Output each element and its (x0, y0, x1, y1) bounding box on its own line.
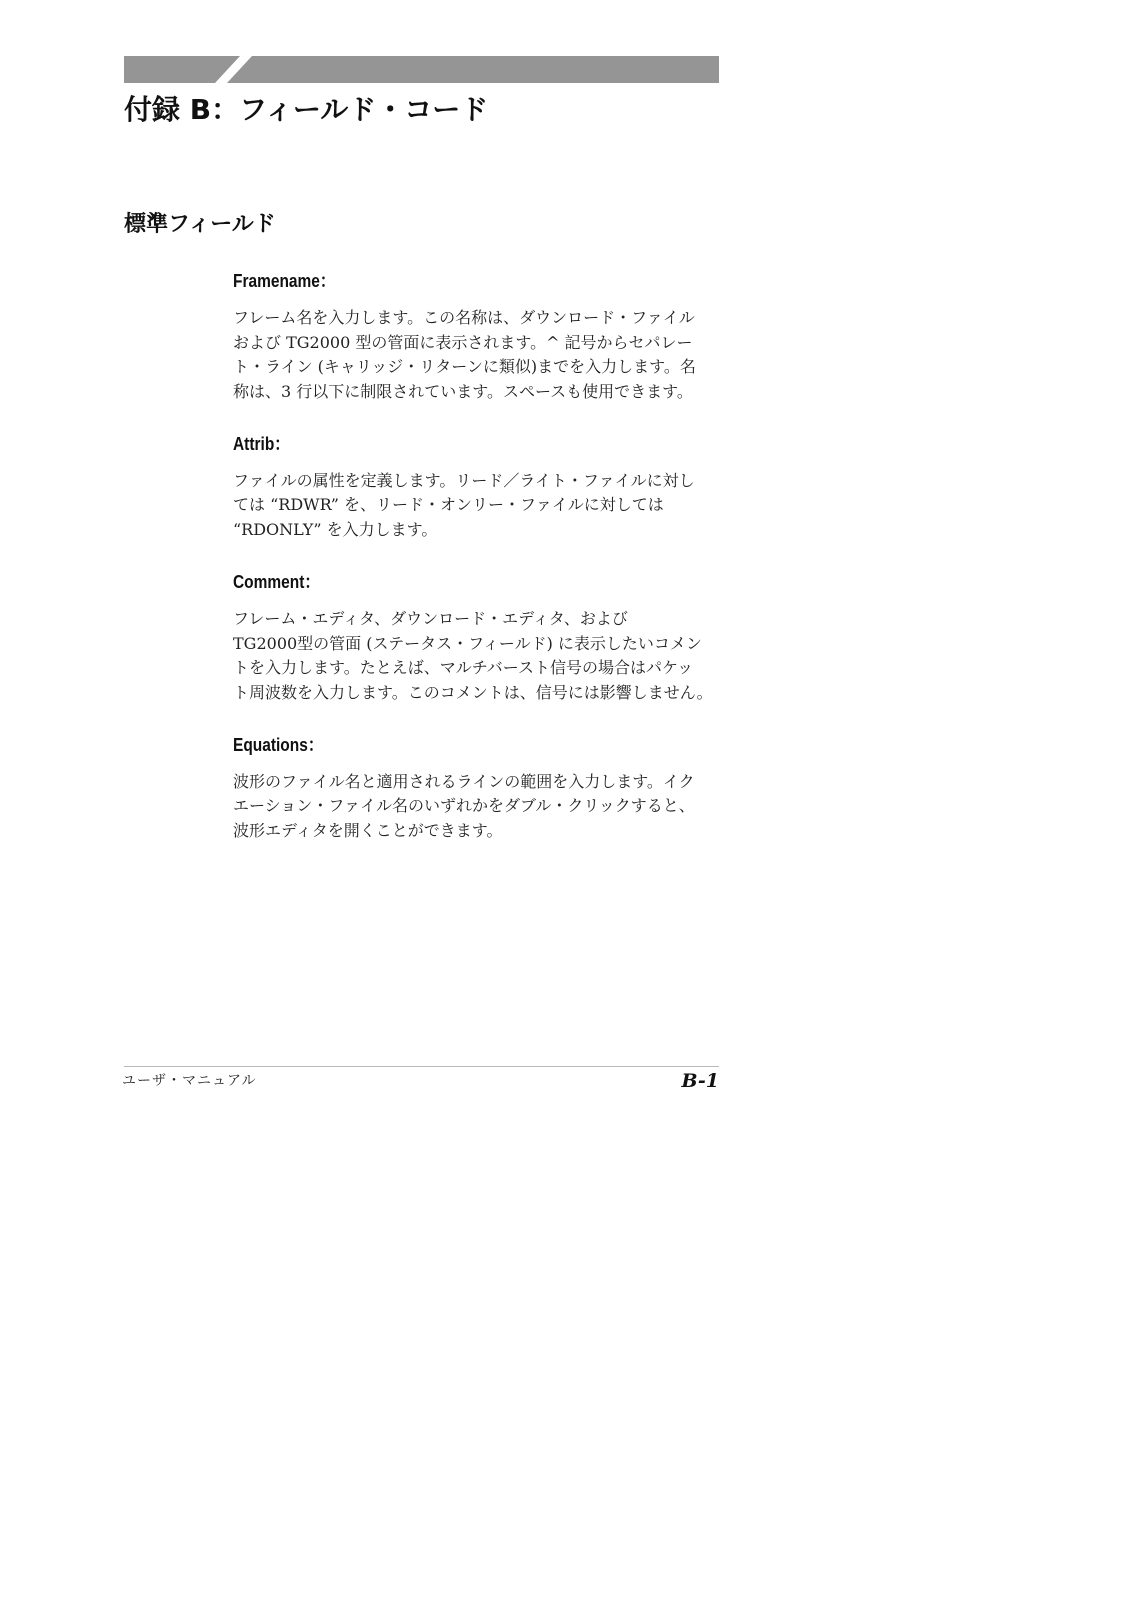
description-line: ト・ライン (キャリッジ・リターンに類似)までを入力します。名 (233, 357, 696, 377)
description-line: ファイルの属性を定義します。リード／ライト・ファイルに対し (233, 470, 695, 490)
field-label: Attrib： (233, 433, 290, 454)
description-line: 波形エディタを開くことができます。 (233, 820, 503, 840)
page-number: B-1 (681, 1070, 719, 1092)
description-line: エーション・ファイル名のいずれかをダブル・クリックすると、 (233, 796, 695, 816)
description-line: 波形のファイル名と適用されるラインの範囲を入力します。イク (233, 771, 695, 791)
field-definitions (233, 268, 753, 844)
description-line: TG2000型の管面 (ステータス・フィールド) に表示したいコメン (233, 633, 702, 653)
field-framename (233, 268, 753, 405)
section-title: 標準フィールド (124, 212, 276, 237)
footer-divider (124, 1066, 719, 1067)
field-description (233, 469, 753, 543)
header-bar-graphic (124, 56, 719, 83)
description-line: フレーム・エディタ、ダウンロード・エディタ、および (233, 608, 628, 628)
field-label: Comment： (233, 571, 320, 592)
chapter-title: 付録 B：フィールド・コード (124, 93, 489, 126)
field-description (233, 770, 753, 844)
description-line: “RDONLY” を入力します。 (233, 520, 438, 540)
field-comment (233, 569, 753, 706)
field-description (233, 607, 753, 706)
footer-manual-title: ユーザ・マニュアル (122, 1073, 257, 1089)
field-equations (233, 732, 753, 844)
description-line: フレーム名を入力します。この名称は、ダウンロード・ファイル (233, 308, 695, 327)
field-label: Framename： (233, 271, 336, 291)
field-label: Equations： (233, 734, 324, 755)
description-line: トを入力します。たとえば、マルチバースト信号の場合はパケッ (233, 658, 694, 678)
field-description (233, 306, 753, 405)
field-attrib (233, 431, 753, 543)
chapter-header-bar (124, 56, 719, 83)
description-line: ては “RDWR” を、リード・オンリー・ファイルに対しては (233, 495, 664, 515)
description-line: ト周波数を入力します。このコメントは、信号には影響しません。 (233, 682, 713, 702)
description-line: および TG2000 型の管面に表示されます。^ 記号からセパレー (233, 332, 693, 352)
description-line: 称は、3 行以下に制限されています。スペースも使用できます。 (233, 382, 693, 402)
